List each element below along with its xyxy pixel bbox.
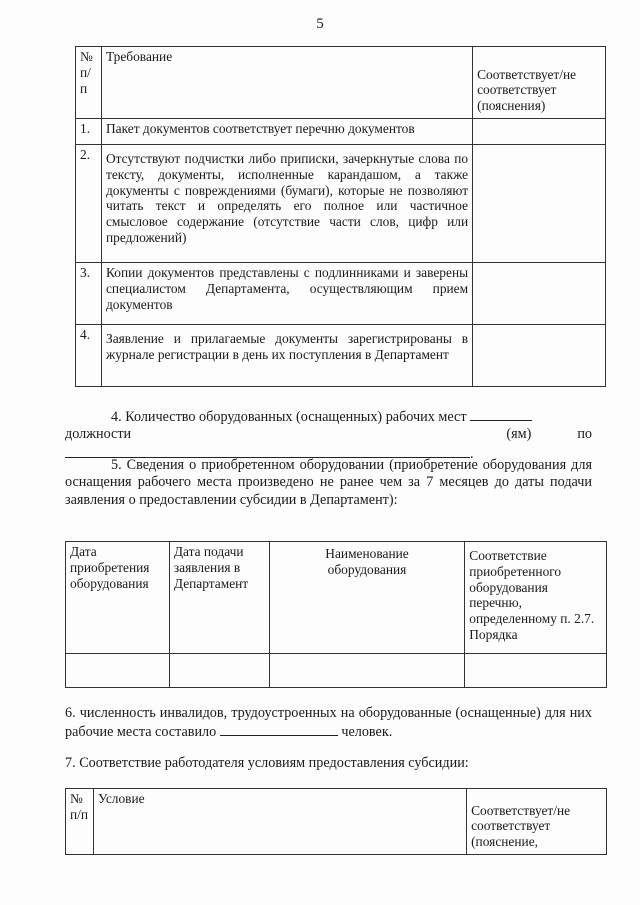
table-row <box>66 654 607 688</box>
header-equipment-name: Наименование оборудования <box>269 542 465 654</box>
requirements-table <box>75 46 606 387</box>
row-status <box>473 119 606 145</box>
row-text: Пакет документов соответствует перечню документов <box>101 119 472 145</box>
table-row <box>76 325 606 387</box>
table-row <box>76 119 606 145</box>
para6-suffix: человек. <box>341 724 393 741</box>
header-num: № п/п <box>66 789 94 855</box>
header-condition: Условие <box>93 789 466 855</box>
header-num: № п/п <box>76 47 102 119</box>
position-blank <box>65 444 470 458</box>
table-header-row <box>66 542 607 654</box>
cell-empty <box>269 654 465 688</box>
row-text: Копии документов представлены с подлинниками и заверены специалистом Департамента, осуществляющим прием документов <box>101 263 472 325</box>
header-purchase-date: Дата приобретения оборудования <box>66 542 170 654</box>
page-number: 5 <box>316 16 324 32</box>
row-status <box>473 145 606 263</box>
paragraph-7: 7. Соответствие работодателя условиям предоставления субсидии: <box>65 755 469 771</box>
row-status <box>473 263 606 325</box>
para4-position-label: должности (ям) <box>65 426 532 443</box>
paragraph-6 <box>65 705 592 742</box>
table-row <box>76 145 606 263</box>
disabled-count-blank <box>220 722 338 736</box>
header-filing-date: Дата подачи заявления в Департамент <box>169 542 269 654</box>
conditions-table <box>65 788 607 855</box>
row-num: 4. <box>76 325 102 387</box>
row-status <box>473 325 606 387</box>
para4-suffix: по <box>577 426 592 443</box>
paragraph-4 <box>65 407 592 463</box>
cell-empty <box>465 654 607 688</box>
row-text: Отсутствуют подчистки либо приписки, зачеркнутые слова по тексту, документы, исполненные карандашом, а также документы с повреждениями (бумаги), которые не позволяют читать текст и определять его полное или частичное смысловое содержание (отсутствие части слов, цифр или предложений) <box>101 145 472 263</box>
para6-text: 6. численность инвалидов, трудоустроенных на оборудованные (оснащенные) для них рабочие места составило <box>65 705 592 741</box>
table-header-row <box>66 789 607 855</box>
header-status: Соответствует/не соответствует (пояснение, <box>467 789 607 855</box>
paragraph-5: 5. Сведения о приобретенном оборудовании (приобретение оборудования для оснащения рабочего места произведено не ранее чем за 7 месяцев до даты подачи заявления о предоставлении субсидии в Департамент): <box>65 457 592 508</box>
row-text: Заявление и прилагаемые документы зарегистрированы в журнале регистрации в день их поступления в Департамент <box>101 325 472 387</box>
cell-empty <box>169 654 269 688</box>
table-row <box>76 263 606 325</box>
para4-text: 4. Количество оборудованных (оснащенных) рабочих мест <box>111 409 467 425</box>
header-requirement: Требование <box>101 47 472 119</box>
header-conformity: Соответствие приобретенного оборудования перечню, определенному п. 2.7. Порядка <box>465 542 607 654</box>
row-num: 3. <box>76 263 102 325</box>
row-num: 2. <box>76 145 102 263</box>
equipment-table <box>65 541 607 688</box>
row-num: 1. <box>76 119 102 145</box>
workplace-count-blank <box>470 407 532 421</box>
para4-period: . <box>470 445 474 462</box>
table-header-row <box>76 47 606 119</box>
header-status: Соответствует/не соответствует (пояснения) <box>473 47 606 119</box>
cell-empty <box>66 654 170 688</box>
